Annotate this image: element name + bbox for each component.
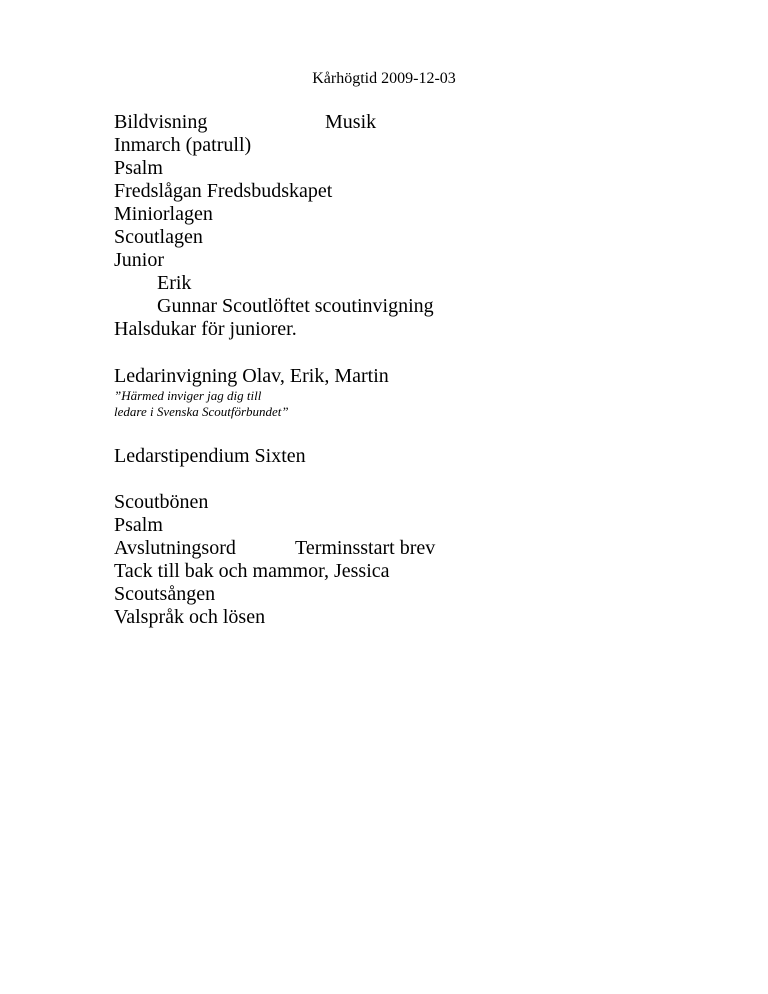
program-item-fredslagan: Fredslågan Fredsbudskapet: [114, 180, 333, 202]
program-item-bildvisning: Bildvisning: [114, 111, 208, 133]
program-item-ledarstipendium: Ledarstipendium Sixten: [114, 445, 306, 467]
program-subitem-gunnar: Gunnar Scoutlöftet scoutinvigning: [157, 295, 434, 317]
program-note-term-start: Terminsstart brev: [295, 537, 436, 559]
program-item-inmarch: Inmarch (patrull): [114, 134, 252, 156]
quote-line-1: ”Härmed inviger jag dig till: [114, 388, 262, 403]
program-item-valsprak: Valspråk och lösen: [114, 606, 266, 628]
program-item-miniorlagen: Miniorlagen: [114, 203, 213, 225]
program-item-halsdukar: Halsdukar för juniorer.: [114, 318, 297, 340]
program-item-tack: Tack till bak och mammor, Jessica: [114, 560, 390, 582]
program-item-psalm-2: Psalm: [114, 514, 163, 536]
program-subitem-erik: Erik: [157, 272, 192, 294]
program-item-scoutsangen: Scoutsången: [114, 583, 216, 605]
document-title: Kårhögtid 2009-12-03: [312, 70, 456, 87]
program-item-avslutningsord: Avslutningsord: [114, 537, 236, 559]
program-note-music: Musik: [325, 111, 377, 133]
program-item-psalm: Psalm: [114, 157, 163, 179]
quote-line-2: ledare i Svenska Scoutförbundet”: [114, 404, 289, 419]
program-item-scoutbonen: Scoutbönen: [114, 491, 209, 513]
program-item-scoutlagen: Scoutlagen: [114, 226, 203, 248]
program-item-junior: Junior: [114, 249, 164, 271]
program-item-ledarinvigning: Ledarinvigning Olav, Erik, Martin: [114, 365, 389, 387]
